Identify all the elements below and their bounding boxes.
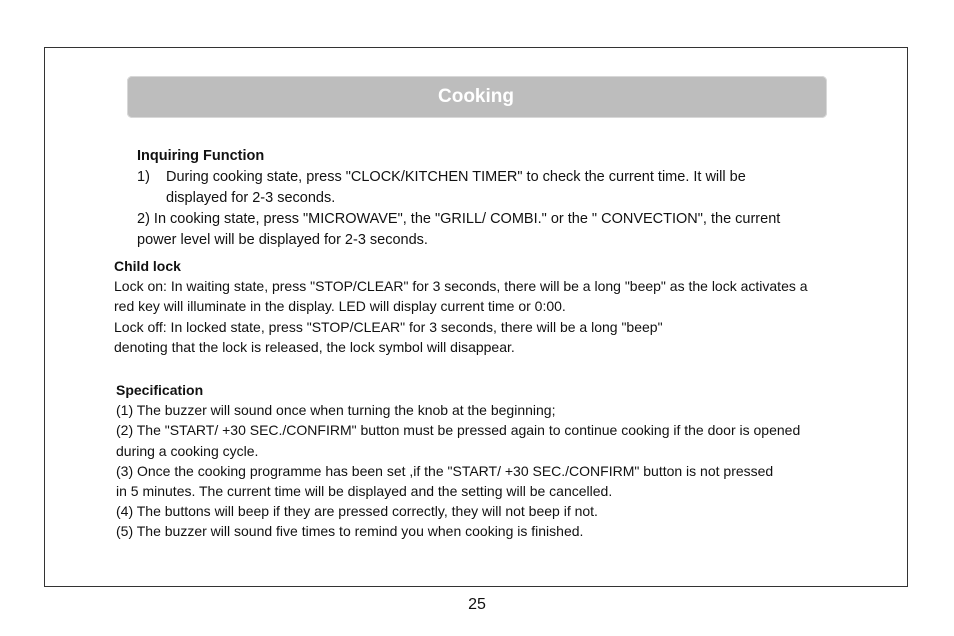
inquiring-item1-line1: During cooking state, press "CLOCK/KITCHEN TIMER" to check the current time. It will be — [166, 169, 746, 185]
inquiring-item1-number: 1) — [137, 169, 150, 185]
inquiring-item2-line2: power level will be displayed for 2-3 seconds. — [137, 232, 428, 248]
specification-line: (2) The "START/ +30 SEC./CONFIRM" button must be pressed again to continue cooking if the door is opened — [116, 422, 801, 438]
specification-line: (1) The buzzer will sound once when turning the knob at the beginning; — [116, 402, 556, 418]
section-banner — [127, 76, 827, 118]
inquiring-item2-line1: 2) In cooking state, press "MICROWAVE", the "GRILL/ COMBI." or the " CONVECTION", the current — [137, 211, 781, 227]
inquiring-heading: Inquiring Function — [137, 148, 265, 164]
section-title: Cooking — [438, 86, 514, 107]
specification-line: (3) Once the cooking programme has been set ,if the "START/ +30 SEC./CONFIRM" button is not pressed — [116, 463, 774, 479]
specification-line: during a cooking cycle. — [116, 443, 259, 459]
specification-heading: Specification — [116, 382, 204, 398]
specification-line: (4) The buttons will beep if they are pressed correctly, they will not beep if not. — [116, 503, 598, 519]
specification-line: (5) The buzzer will sound five times to remind you when cooking is finished. — [116, 523, 584, 539]
inquiring-item1-line2: displayed for 2-3 seconds. — [166, 190, 336, 206]
child-lock-heading: Child lock — [114, 258, 181, 274]
page-number: 25 — [468, 596, 486, 613]
child-lock-line: red key will illuminate in the display. LED will display current time or 0:00. — [114, 298, 566, 314]
child-lock-line: denoting that the lock is released, the lock symbol will disappear. — [114, 339, 515, 355]
child-lock-line: Lock on: In waiting state, press "STOP/CLEAR" for 3 seconds, there will be a long "beep" as the lock activates a — [114, 278, 808, 294]
child-lock-line: Lock off: In locked state, press "STOP/CLEAR" for 3 seconds, there will be a long "beep" — [114, 319, 663, 335]
specification-line: in 5 minutes. The current time will be displayed and the setting will be cancelled. — [116, 483, 613, 499]
